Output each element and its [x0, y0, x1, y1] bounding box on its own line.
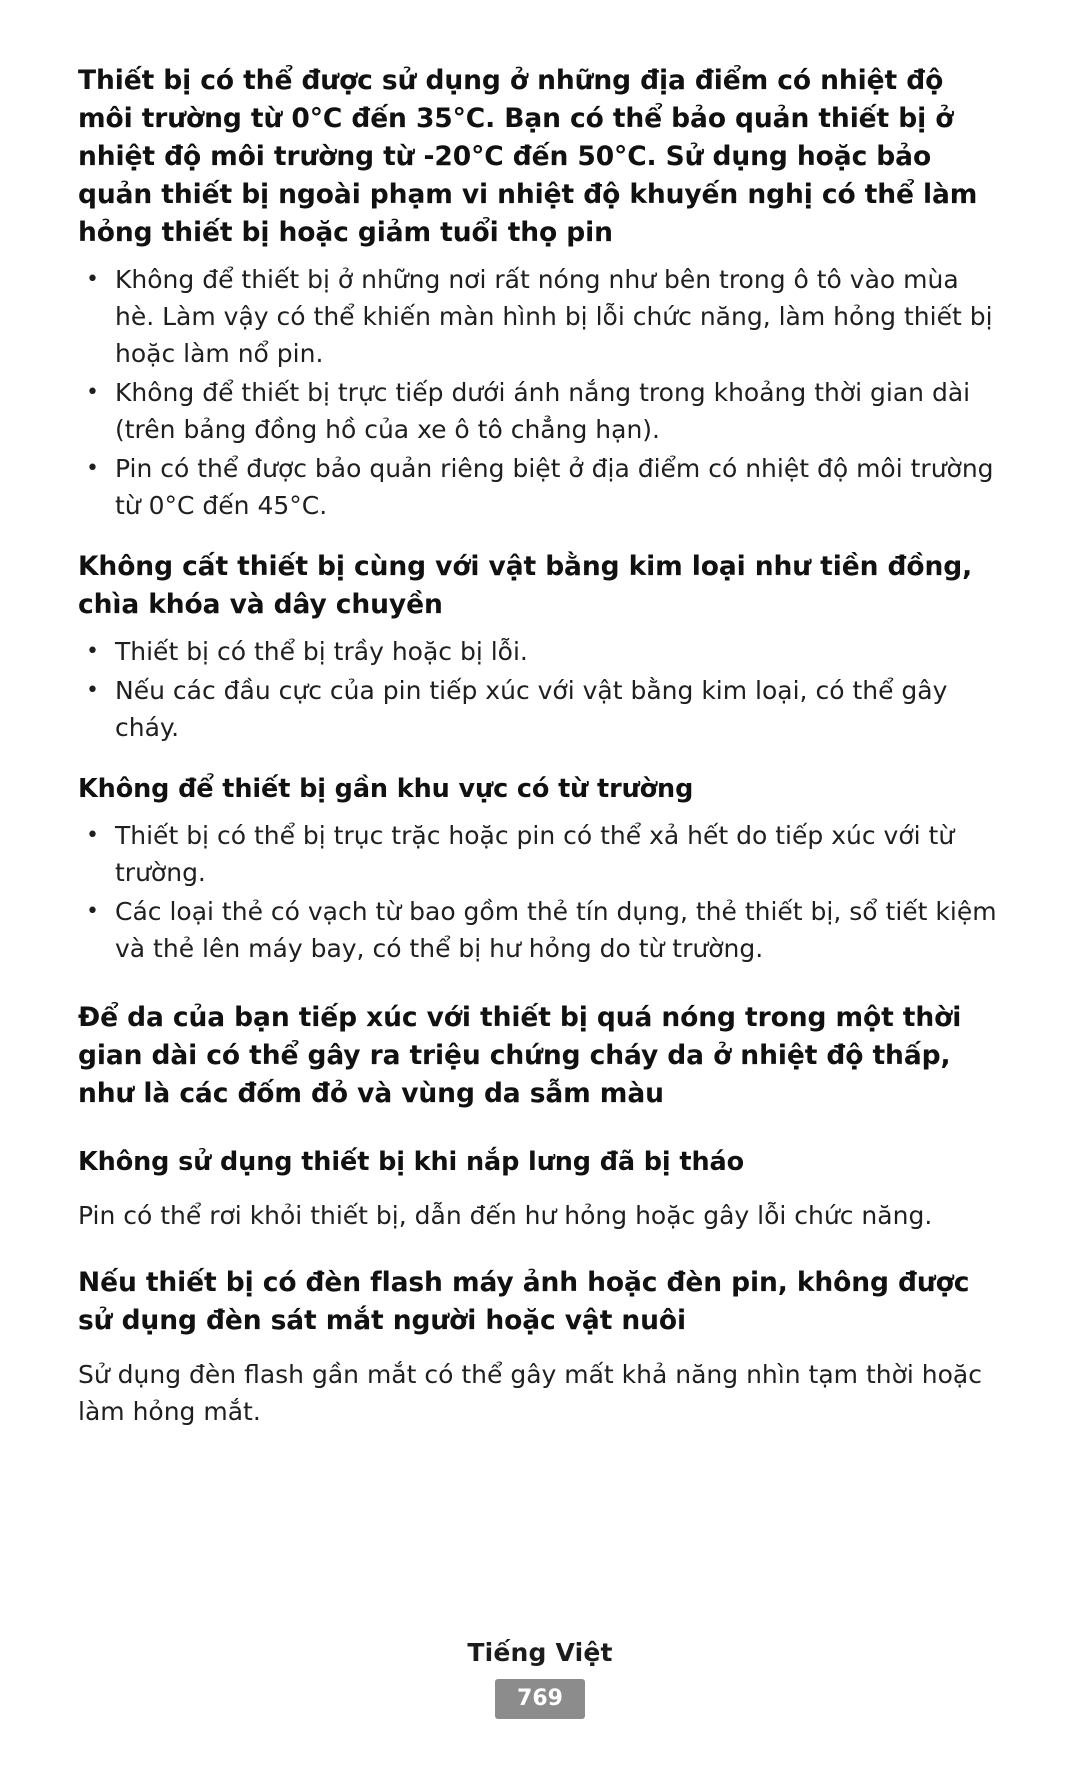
section-heading-temperature-range: Thiết bị có thể được sử dụng ở những địa điểm có nhiệt độ môi trường từ 0°C đến 35°C. Bạn có thể bảo quản thiết bị ở nhiệt độ môi trường từ -20°C đến 50°C. Sử dụng hoặc bảo quản thiết bị ngoài phạm vi nhiệt độ khuyến nghị có thể làm hỏng thiết bị hoặc giảm tuổi thọ pin: [78, 65, 978, 248]
bullet-list-metal-objects: [78, 633, 1002, 746]
list-item: • Các loại thẻ có vạch từ bao gồm thẻ tín dụng, thẻ thiết bị, sổ tiết kiệm và thẻ lên máy bay, có thể bị hư hỏng do từ trường.: [78, 893, 1002, 967]
list-item: • Không để thiết bị ở những nơi rất nóng như bên trong ô tô vào mùa hè. Làm vậy có thể khiến màn hình bị lỗi chức năng, làm hỏng thiết bị hoặc làm nổ pin.: [78, 261, 1002, 372]
paragraph-camera-flash: Sử dụng đèn flash gần mắt có thể gây mất khả năng nhìn tạm thời hoặc làm hỏng mắt.: [78, 1360, 982, 1426]
section-heading-metal-objects: Không cất thiết bị cùng với vật bằng kim loại như tiền đồng, chìa khóa và dây chuyền: [78, 551, 973, 620]
list-item: • Pin có thể được bảo quản riêng biệt ở địa điểm có nhiệt độ môi trường từ 0°C đến 45°C.: [78, 450, 1002, 524]
page-footer: [0, 1638, 1080, 1719]
section-heading-skin-contact: Để da của bạn tiếp xúc với thiết bị quá nóng trong một thời gian dài có thể gây ra triệu chứng cháy da ở nhiệt độ thấp, như là các đốm đỏ và vùng da sẫm màu: [78, 1002, 962, 1109]
paragraph-back-cover: Pin có thể rơi khỏi thiết bị, dẫn đến hư hỏng hoặc gây lỗi chức năng.: [78, 1201, 933, 1230]
list-item: • Nếu các đầu cực của pin tiếp xúc với vật bằng kim loại, có thể gây cháy.: [78, 672, 1002, 746]
section-heading-camera-flash: Nếu thiết bị có đèn flash máy ảnh hoặc đèn pin, không được sử dụng đèn sát mắt người hoặc vật nuôi: [78, 1267, 970, 1336]
page-content: [78, 62, 1002, 1430]
section-heading-magnetic-fields: Không để thiết bị gần khu vực có từ trường: [78, 774, 694, 804]
page-number-badge: 769: [495, 1679, 585, 1719]
list-item: • Thiết bị có thể bị trục trặc hoặc pin có thể xả hết do tiếp xúc với từ trường.: [78, 817, 1002, 891]
list-item: • Thiết bị có thể bị trầy hoặc bị lỗi.: [78, 633, 1002, 670]
footer-language-label: Tiếng Việt: [467, 1638, 613, 1667]
list-item: • Không để thiết bị trực tiếp dưới ánh nắng trong khoảng thời gian dài (trên bảng đồng hồ của xe ô tô chẳng hạn).: [78, 374, 1002, 448]
bullet-list-magnetic-fields: [78, 817, 1002, 967]
bullet-list-temperature: [78, 261, 1002, 524]
section-heading-back-cover: Không sử dụng thiết bị khi nắp lưng đã bị tháo: [78, 1147, 745, 1177]
